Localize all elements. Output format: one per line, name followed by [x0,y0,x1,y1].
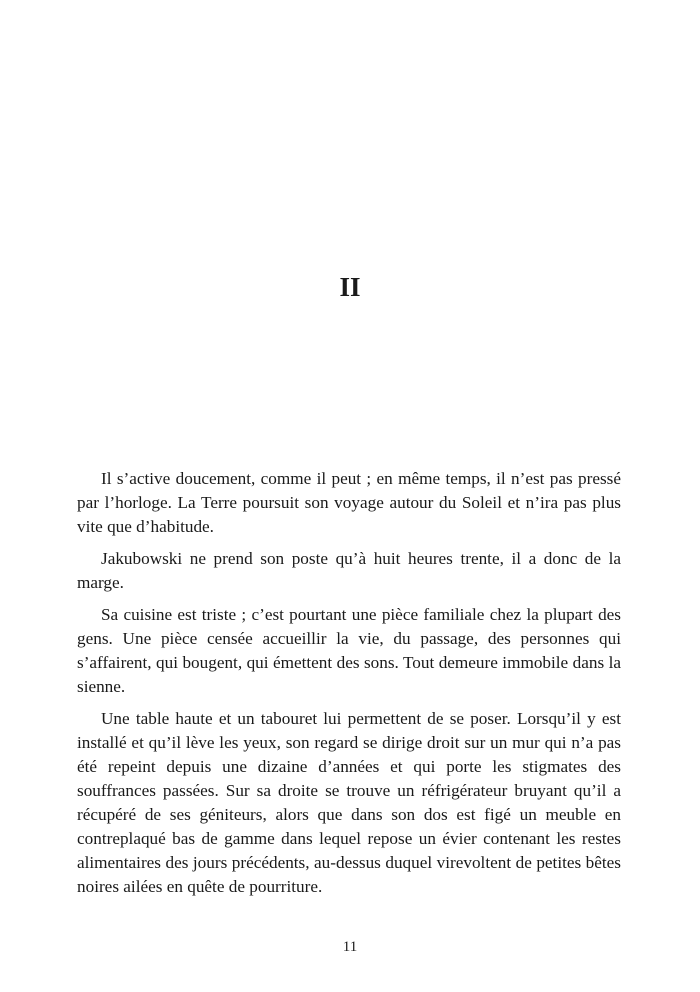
paragraph: Une table haute et un tabouret lui permettent de se poser. Lorsqu’il y est installé et qu’il lève les yeux, son regard se dirige droit sur un mur qui n’a pas été repeint depuis une dizaine d’années et qui porte les stigmates des souffrances passées. Sur sa droite se trouve un réfrigérateur bruyant qu’il a récupéré de ses géniteurs, alors que dans son dos est figé un meuble en contreplaqué bas de gamme dans lequel repose un évier contenant les restes alimentaires des jours précédents, au-dessus duquel virevoltent de petites bêtes noires ailées en quête de pourriture. [77,709,621,896]
paragraph: Sa cuisine est triste ; c’est pourtant une pièce familiale chez la plupart des gens. Une pièce censée accueillir la vie, du passage, des personnes qui s’affairent, qui bougent, qui émettent des sons. Tout demeure immobile dans la sienne. [77,605,621,696]
paragraph: Il s’active doucement, comme il peut ; en même temps, il n’est pas pressé par l’horloge. La Terre poursuit son voyage autour du Soleil et n’ira pas plus vite que d’habitude. [77,469,621,536]
paragraph: Jakubowski ne prend son poste qu’à huit heures trente, il a donc de la marge. [77,549,621,592]
chapter-heading: II [339,272,361,302]
page-number: 11 [342,939,358,955]
body-text [77,467,621,907]
